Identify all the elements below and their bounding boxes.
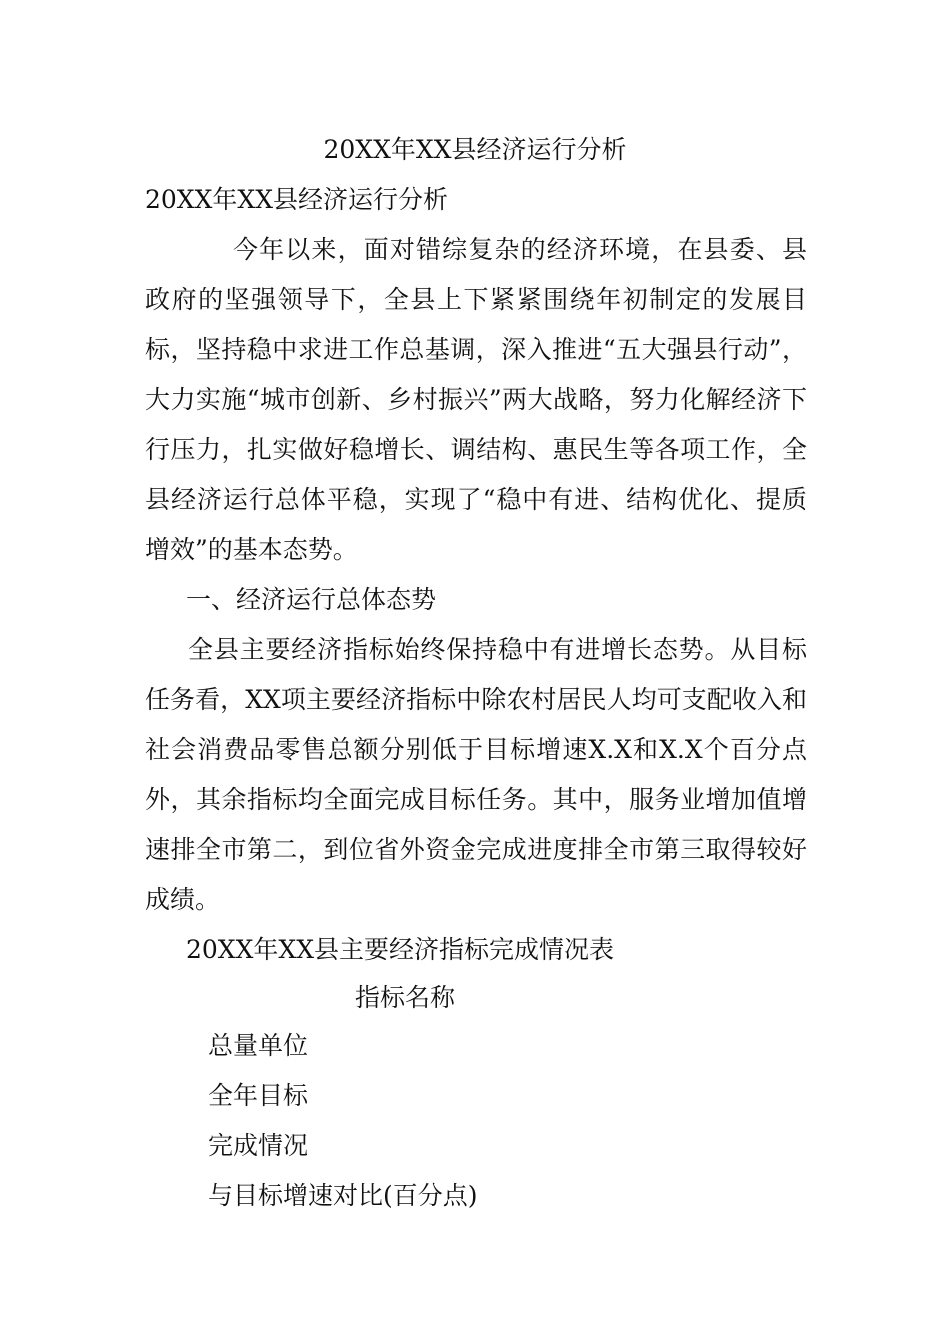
table-row-label: 完成情况: [208, 1131, 309, 1160]
table-row-label: 总量单位: [208, 1031, 309, 1060]
table-title: 20XX年XX县主要经济指标完成情况表: [186, 935, 615, 964]
document-subtitle: 20XX年XX县经济运行分析: [145, 185, 449, 214]
table-column-header: 指标名称: [355, 983, 456, 1012]
table-row-label: 全年目标: [208, 1081, 309, 1110]
intro-paragraph: 今年以来，面对错综复杂的经济环境，在县委、县政府的坚强领导下，全县上下紧紧围绕年初制定的发展目标，坚持稳中求进工作总基调，深入推进“五大强县行动”，大力实施“城市创新、乡村振兴”两大战略，努力化解经济下行压力，扎实做好稳增长、调结构、惠民生等各项工作，全县经济运行总体平稳，实现了“稳中有进、结构优化、提质增效”的基本态势。: [145, 235, 807, 564]
section-heading: 一、经济运行总体态势: [186, 585, 437, 614]
document-title: 20XX年XX县经济运行分析: [323, 135, 627, 164]
section-paragraph: 全县主要经济指标始终保持稳中有进增长态势。从目标任务看，XX项主要经济指标中除农村居民人均可支配收入和社会消费品零售总额分别低于目标增速X.X和X.X个百分点外，其余指标均全面完成目标任务。其中，服务业增加值增速排全市第二，到位省外资金完成进度排全市第三取得较好成绩。: [145, 635, 807, 914]
table-row-label: 与目标增速对比(百分点): [208, 1181, 478, 1210]
